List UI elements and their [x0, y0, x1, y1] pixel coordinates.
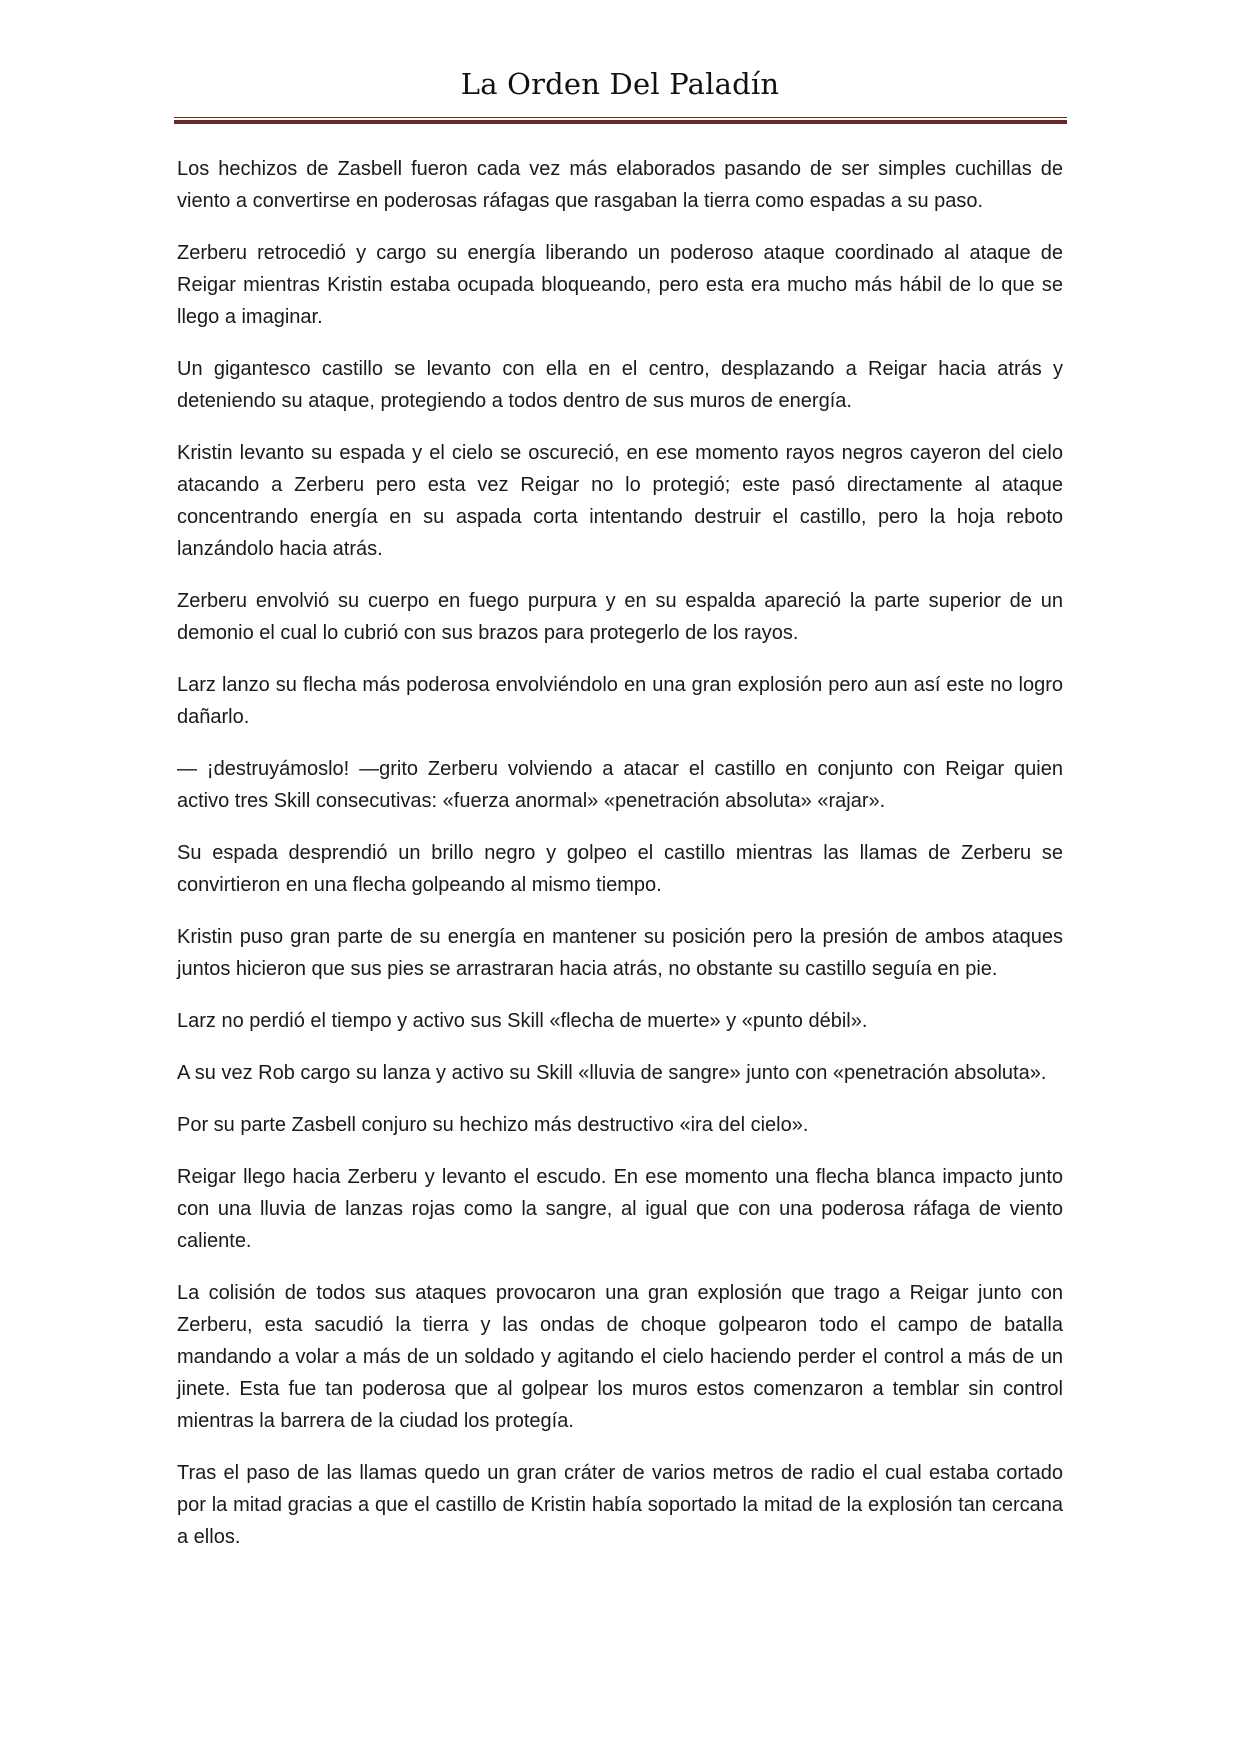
paragraph: Zerberu envolvió su cuerpo en fuego purpura y en su espalda apareció la parte superior de un demonio el cual lo cubrió con sus brazos para protegerlo de los rayos. [177, 590, 1063, 644]
paragraph: Kristin levanto su espada y el cielo se oscureció, en ese momento rayos negros cayeron del cielo atacando a Zerberu pero esta vez Reigar no lo protegió; este pasó directamente al ataque concentrando energía en su aspada corta intentando destruir el castillo, pero la hoja reboto lanzándolo hacia atrás. [177, 442, 1063, 560]
paragraph: Un gigantesco castillo se levanto con ella en el centro, desplazando a Reigar hacia atrás y deteniendo su ataque, protegiendo a todos dentro de sus muros de energía. [177, 358, 1063, 412]
paragraph: Reigar llego hacia Zerberu y levanto el escudo. En ese momento una flecha blanca impacto junto con una lluvia de lanzas rojas como la sangre, al igual que con una poderosa ráfaga de viento caliente. [177, 1166, 1063, 1252]
paragraph: — ¡destruyámoslo! —grito Zerberu volviendo a atacar el castillo en conjunto con Reigar quien activo tres Skill consecutivas: «fuerza anormal» «penetración absoluta» «rajar». [177, 758, 1063, 812]
paragraph: Larz no perdió el tiempo y activo sus Skill «flecha de muerte» y «punto débil». [177, 1010, 868, 1032]
paragraph: Por su parte Zasbell conjuro su hechizo más destructivo «ira del cielo». [177, 1114, 809, 1136]
paragraph: Tras el paso de las llamas quedo un gran cráter de varios metros de radio el cual estaba cortado por la mitad gracias a que el castillo de Kristin había soportado la mitad de la explosión tan cercana a ellos. [177, 1462, 1063, 1548]
header-rule-thin [174, 117, 1067, 118]
paragraph: Kristin puso gran parte de su energía en mantener su posición pero la presión de ambos ataques juntos hicieron que sus pies se arrastraran hacia atrás, no obstante su castillo seguía en pie. [177, 926, 1063, 980]
body-text [177, 153, 1063, 1573]
paragraph: Los hechizos de Zasbell fueron cada vez más elaborados pasando de ser simples cuchillas de viento a convertirse en poderosas ráfagas que rasgaban la tierra como espadas a su paso. [177, 158, 1063, 212]
header-rule-thick [174, 120, 1067, 124]
paragraph: Su espada desprendió un brillo negro y golpeo el castillo mientras las llamas de Zerberu se convirtieron en una flecha golpeando al mismo tiempo. [177, 842, 1063, 896]
paragraph: Larz lanzo su flecha más poderosa envolviéndolo en una gran explosión pero aun así este no logro dañarlo. [177, 674, 1063, 728]
paragraph: A su vez Rob cargo su lanza y activo su Skill «lluvia de sangre» junto con «penetración absoluta». [177, 1062, 1047, 1084]
paragraph: La colisión de todos sus ataques provocaron una gran explosión que trago a Reigar junto con Zerberu, esta sacudió la tierra y las ondas de choque golpearon todo el campo de batalla mandando a volar a más de un soldado y agitando el cielo haciendo perder el control a más de un jinete. Esta fue tan poderosa que al golpear los muros estos comenzaron a temblar sin control mientras la barrera de la ciudad los protegía. [177, 1282, 1063, 1432]
paragraph: Zerberu retrocedió y cargo su energía liberando un poderoso ataque coordinado al ataque de Reigar mientras Kristin estaba ocupada bloqueando, pero esta era mucho más hábil de lo que se llego a imaginar. [177, 242, 1063, 328]
page-header-title: La Orden Del Paladín [460, 67, 780, 101]
